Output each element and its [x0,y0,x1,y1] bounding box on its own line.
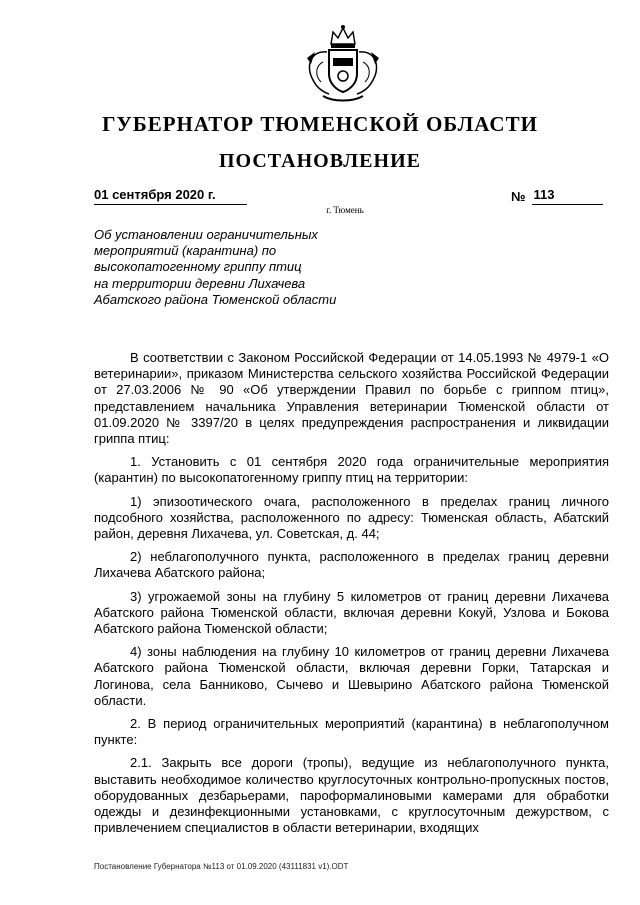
document-date: 01 сентября 2020 г. [94,187,247,205]
clause-paragraph: 3) угрожаемой зоны на глубину 5 километров от границ деревни Лихачева Абатского района Тюменской области, включая деревни Кокуй, Узлова и Бокова Абатского района Тюменской области; [94,588,609,637]
subject-line: Об установлении ограничительных [94,227,318,242]
preamble-paragraph: В соответствии с Законом Российской Федерации от 14.05.1993 № 4979-1 «О ветеринарии», приказом Министерства сельского хозяйства Российской Федерации от 27.03.2006 № 90 «Об утверждении Правил по борьбе с гриппом птиц», представлением начальника Управления ветеринарии Тюменской области от 01.09.2020 № 3397/20 в целях предупреждения распространения и ликвидации гриппа птиц: [94,350,609,447]
document-number-field [511,187,603,205]
subject-line: высокопатогенному гриппу птиц [94,259,302,275]
clause-paragraph: 2) неблагополучного пункта, расположенного в пределах границ деревни Лихачева Абатского района; [94,549,609,581]
clause-paragraph: 1) эпизоотического очага, расположенного в пределах границ личного подсобного хозяйства, расположенного по адресу: Тюменская область, Абатский район, деревня Лихачева, ул. Советская, д. 44; [94,493,609,542]
document-type-heading: ПОСТАНОВЛЕНИЕ [219,150,421,172]
clause-paragraph: 1. Установить с 01 сентября 2020 года ограничительные мероприятия (карантин) по высокопатогенному гриппу птиц на территории: [94,454,609,486]
document-number: 113 [532,187,604,205]
subject-line: мероприятий (карантина) по [94,243,277,259]
clause-paragraph: 2. В период ограничительных мероприятий (карантина) в неблагополучном пункте: [94,716,609,748]
number-sign: № [511,189,526,204]
document-footer: Постановление Губернатора №113 от 01.09.2020 (43111831 v1).ODT [94,862,349,871]
issue-city: г. Тюмень [326,205,364,215]
clause-paragraph: 4) зоны наблюдения на глубину 10 километров от границ деревни Лихачева Абатского района Тюменской области, включая деревни Горки, Татарская и Логинова, села Банниково, Сычево и Шевырино Абатского района Тюменской области. [94,644,609,708]
governor-heading: ГУБЕРНАТОР ТЮМЕНСКОЙ ОБЛАСТИ [102,112,538,136]
subject-line: на территории деревни Лихачева [94,275,306,291]
clause-paragraph: 2.1. Закрыть все дороги (тропы), ведущие из неблагополучного пункта, выставить необходимое количество круглосуточных контрольно-пропускных постов, оборудованных дезбарьерами, пароформалиновыми камерами для обработки одежды и дезинфекционными установками, с круглосуточным дежурством, с привлечением специалистов в области ветеринарии, входящих [94,755,609,836]
subject-line: Абатского района Тюменской области [94,291,337,307]
document-body [94,350,609,843]
document-subject [94,227,394,308]
coat-of-arms-icon [293,22,393,106]
